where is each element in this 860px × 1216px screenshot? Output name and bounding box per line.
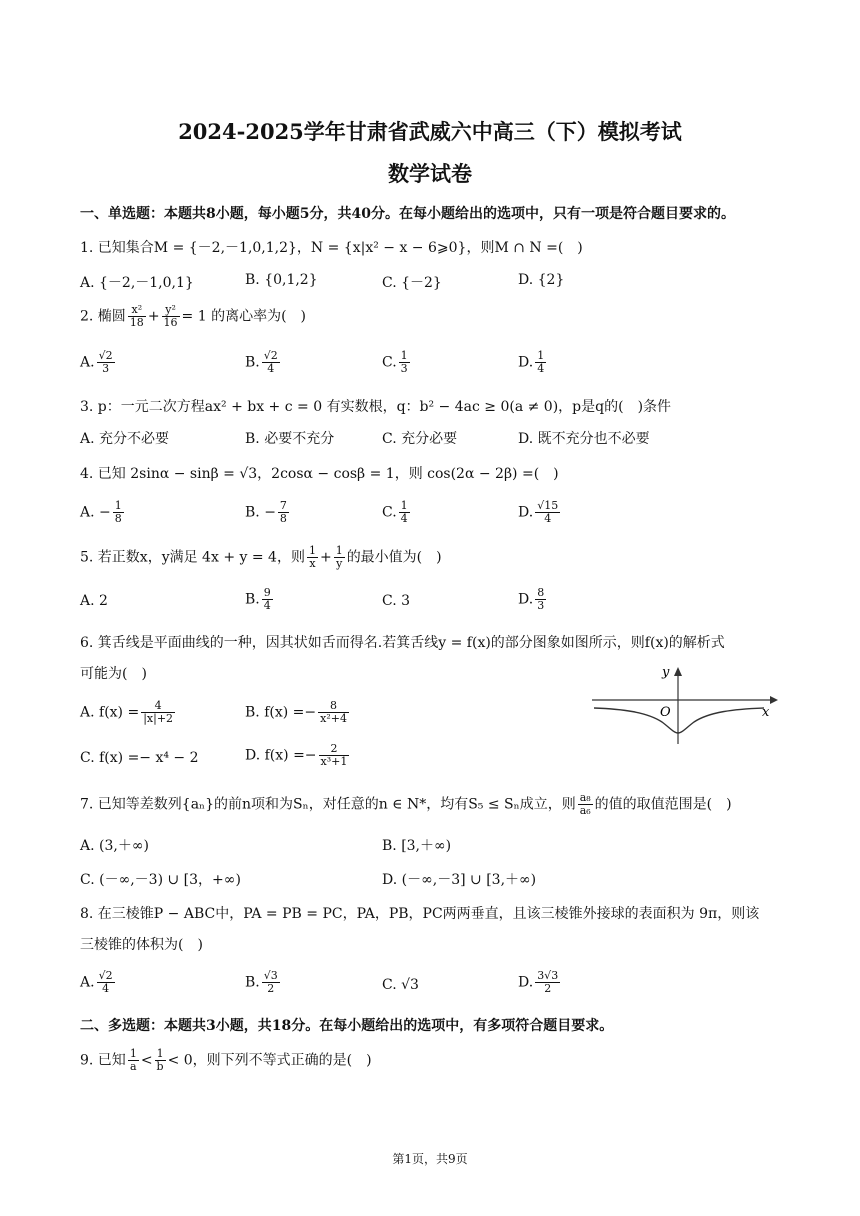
- q4-option-b: B. − $\frac{7}{8}$: [245, 499, 287, 526]
- question-7: 7. 已知等差数列{aₙ}的前n项和为Sₙ，对任意的n ∈ N*，均有S₅ ≤ Sₙ成立，则 $\frac{\text{a₈}}{\text{a₆}}$ 的值的取值范围是( ): [80, 791, 732, 818]
- q2-option-d: D. $\frac{1}{4}$: [518, 349, 545, 376]
- q5-fraction-x: $\frac{1}{x}$: [308, 544, 316, 571]
- y-axis-arrow: [674, 667, 682, 676]
- q7-fraction: $\frac{\text{a₈}}{\text{a₆}}$: [579, 791, 591, 818]
- y-axis-label: y: [662, 665, 670, 680]
- section-multiple-choice: 二、多选题：本题共3小题，共18分。在每小题给出的选项中，有多项符合题目要求。: [80, 1018, 614, 1034]
- q2-option-c: C. $\frac{1}{3}$: [382, 349, 408, 376]
- q7-option-b: B. [3,＋∞): [382, 838, 452, 854]
- exam-title: 2024-2025学年甘肃省武威六中高三（下）模拟考试: [178, 119, 682, 144]
- q4-option-c: C. $\frac{1}{4}$: [382, 499, 408, 526]
- curve: [594, 708, 764, 733]
- q3-option-d: D. 既不充分也不必要: [518, 431, 650, 447]
- question-9: 9. 已知 $\frac{1}{a}$ < $\frac{1}{b}$ < 0，则下列不等式正确的是( ): [80, 1047, 372, 1074]
- q1-option-c: C. {－2}: [382, 275, 442, 291]
- q5-option-c: C. 3: [382, 593, 411, 609]
- question-6-line-1: 6. 箕舌线是平面曲线的一种，因其状如舌而得名.若箕舌线y = f(x)的部分图象如图所示，则f(x)的解析式: [80, 635, 725, 651]
- page-footer: 第1页，共9页: [392, 1152, 468, 1166]
- q1-option-a: A. {－2,－1,0,1}: [80, 275, 194, 291]
- question-8-line-1: 8. 在三棱锥P − ABC中，PA = PB = PC，PA，PB，PC两两垂直，且该三棱锥外接球的表面积为 9π，则该: [80, 906, 760, 922]
- q2-fraction-y: $\frac{\text{y²}}{16}$: [163, 303, 178, 330]
- q6-option-d: D. f(x) =− $\frac{2}{\text{x³+1}}$: [245, 742, 348, 769]
- q9-fraction-b: $\frac{1}{b}$: [156, 1047, 164, 1074]
- q1-option-d: D. {2}: [518, 272, 565, 288]
- q8-option-a: A. $\frac{√2}{4}$: [80, 969, 113, 996]
- q8-option-d: D. $\frac{3√3}{2}$: [518, 969, 559, 996]
- question-3: 3. p：一元二次方程ax² + bx + c = 0 有实数根，q：b² − 4ac ≥ 0(a ≠ 0)，p是q的( )条件: [80, 399, 672, 415]
- q3-option-b: B. 必要不充分: [245, 431, 335, 447]
- q2-plus: +: [147, 308, 160, 325]
- q6-option-a: A. f(x) = $\frac{4}{|x|+2}$: [80, 699, 174, 726]
- q9-fraction-a: $\frac{1}{a}$: [129, 1047, 137, 1074]
- q2-option-a: A. $\frac{√2}{3}$: [80, 349, 113, 376]
- question-8-line-2: 三棱锥的体积为( ): [80, 937, 203, 953]
- question-6-line-2: 可能为( ): [80, 666, 147, 682]
- q4-option-d: D. $\frac{√15}{4}$: [518, 499, 559, 526]
- q6-option-b: B. f(x) =− $\frac{8}{\text{x²+4}}$: [245, 699, 347, 726]
- q2-prefix: 2. 椭圆: [80, 308, 126, 325]
- q7-option-d: D. (－∞,－3] ∪ [3,＋∞): [382, 872, 537, 888]
- q5-option-a: A. 2: [80, 593, 108, 609]
- section-single-choice: 一、单选题：本题共8小题，每小题5分，共40分。在每小题给出的选项中，只有一项是符合题目要求的。: [80, 206, 735, 222]
- x-axis-label: x: [762, 705, 770, 720]
- q7-option-c: C. (－∞,－3) ∪ [3，+∞): [80, 872, 241, 888]
- question-5: 5. 若正数x，y满足 4x + y = 4，则 $\frac{1}{x}$ + $\frac{1}{y}$ 的最小值为( ): [80, 544, 442, 571]
- q6-option-c: C. f(x) =− x⁴ − 2: [80, 750, 199, 766]
- q3-option-c: C. 充分必要: [382, 431, 458, 447]
- question-1: 1. 已知集合M = {－2,－1,0,1,2}，N = {x|x² − x − 6⩾0}，则M ∩ N =( ): [80, 240, 583, 256]
- origin-label: O: [660, 705, 671, 720]
- question-2: [80, 304, 306, 329]
- q5-option-b: B. $\frac{9}{4}$: [245, 586, 271, 613]
- q1-option-b: B. {0,1,2}: [245, 272, 318, 288]
- question-4: 4. 已知 2sinα − sinβ = √3，2cosα − cosβ = 1，则 cos(2α − 2β) =( ): [80, 466, 559, 482]
- q5-fraction-y: $\frac{1}{y}$: [335, 544, 343, 571]
- q8-option-c: C. √3: [382, 977, 419, 993]
- x-axis-arrow: [770, 696, 778, 704]
- q8-option-b: B. $\frac{√3}{2}$: [245, 969, 278, 996]
- q4-option-a: A. − $\frac{1}{8}$: [80, 499, 122, 526]
- exam-subtitle: 数学试卷: [388, 161, 472, 186]
- q5-option-d: D. $\frac{8}{3}$: [518, 586, 545, 613]
- q3-option-a: A. 充分不必要: [80, 431, 170, 447]
- q2-fraction-x: $\frac{\text{x²}}{18}$: [129, 303, 144, 330]
- q7-option-a: A. (3,＋∞): [80, 838, 149, 854]
- q2-suffix: = 1 的离心率为( ): [181, 308, 307, 325]
- witch-of-agnesi-graph: [592, 664, 782, 746]
- q2-option-b: B. $\frac{√2}{4}$: [245, 349, 278, 376]
